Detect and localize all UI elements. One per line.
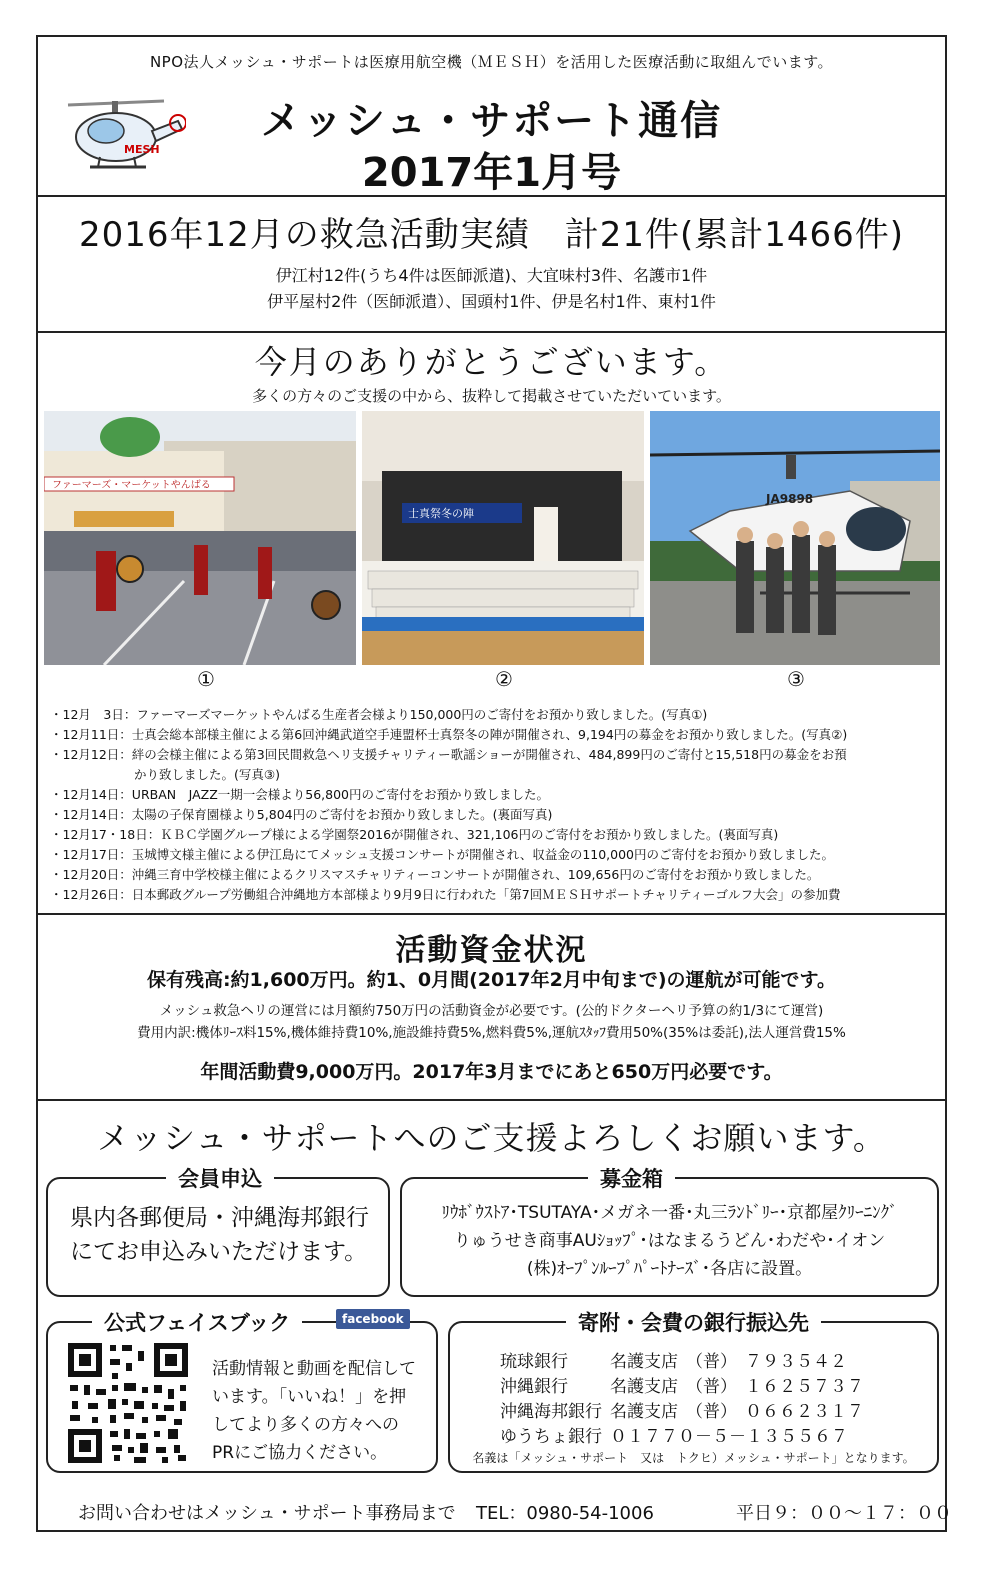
list-item: ・12月26日：日本郵政グループ労働組合沖縄地方本部様より9月9日に行われた「第7回ＭＥＳＨサポートチャリティーゴルフ大会」の参加費 bbox=[50, 887, 841, 902]
list-item: ・12月 3日：ファーマーズマーケットやんばる生産者会様より150,000円のご寄付をお預かり致しました。(写真①) bbox=[50, 707, 708, 722]
funding-note-1: メッシュ救急ヘリの運営には月額約750万円の活動資金が必要です。(公的ドクターヘリ予算の約1/3にて運営) bbox=[159, 1003, 824, 1019]
list-item: かり致しました。(写真③) bbox=[134, 767, 280, 782]
list-item: ・12月14日：太陽の子保育園様より5,804円のご寄付をお預かり致しました。(裏面写真) bbox=[50, 807, 553, 822]
member-text: 県内各郵便局・沖縄海邦銀行 にてお申込みいただけます。 bbox=[70, 1205, 369, 1265]
svg-text:JA9898: JA9898 bbox=[766, 492, 814, 506]
thanks-heading: 今月のありがとうございます。 bbox=[254, 343, 729, 381]
qr-code-icon[interactable] bbox=[68, 1343, 188, 1467]
donation-box-label: 募金箱 bbox=[588, 1163, 675, 1193]
thanks-subtitle: 多くの方々のご支援の中から、抜粋して掲載させていただいています。 bbox=[252, 387, 731, 405]
newsletter-title: メッシュ・サポート通信 bbox=[260, 98, 723, 144]
member-label: 会員申込 bbox=[166, 1163, 274, 1193]
funding-balance: 保有残高:約1,600万円。約1、0月間(2017年2月中旬まで)の運航が可能です。 bbox=[146, 969, 837, 991]
footer-phone: TEL：0980-54-1006 bbox=[476, 1503, 654, 1524]
newsletter-page bbox=[36, 35, 952, 1532]
list-item: ・12月17・18日：ＫＢＣ学園グループ様による学園祭2016が開催され、321,106円のご寄付をお預かり致しました。(裏面写真) bbox=[50, 827, 779, 842]
funding-annual: 年間活動費9,000万円。2017年3月までにあと650万円必要です。 bbox=[200, 1061, 783, 1083]
facebook-logo-icon[interactable]: facebook bbox=[336, 1309, 410, 1329]
bank-table bbox=[500, 1347, 872, 1447]
photo-helicopter bbox=[650, 411, 940, 665]
donation-box-text: ﾘｳﾎﾞｳｽﾄｱ･TSUTAYA･メガネ一番･丸三ﾗﾝﾄﾞﾘｰ･京都屋ｸﾘｰﾆﾝｸﾞ りゅうせき商事AUｼｮｯﾌﾟ･はなまるうどん･わだや･イオン (株)ｵｰﾌﾟﾝﾙｰﾌﾟﾊﾟｰﾄﾅｰｽﾞ･各店に設置。 bbox=[441, 1203, 898, 1279]
table-row: 沖縄銀行 名護支店 （普） １６２５７３７ bbox=[500, 1377, 864, 1397]
list-item: ・12月12日：絆の会様主催による第3回民間救急ヘリ支援チャリティー歌謡ショーが開催され、484,899円のご寄付と15,518円の募金をお預 bbox=[50, 747, 847, 762]
divider bbox=[38, 1099, 945, 1101]
support-heading: メッシュ・サポートへのご支援よろしくお願います。 bbox=[97, 1119, 886, 1157]
donation-list bbox=[50, 705, 930, 905]
results-heading: 2016年12月の救急活動実績 計21件(累計1466件) bbox=[78, 215, 905, 255]
list-item: ・12月11日：士真会総本部様主催による第6回沖縄武道空手連盟杯士真祭冬の陣が開催され、9,194円の募金をお預かり致しました。(写真②) bbox=[50, 727, 848, 742]
facebook-label: 公式フェイスブック bbox=[92, 1307, 302, 1337]
list-item: ・12月17日：玉城博文様主催による伊江島にてメッシュ支援コンサートが開催され、収益金の110,000円のご寄付をお預かり致しました。 bbox=[50, 847, 835, 862]
intro-text: NPO法人メッシュ・サポートは医療用航空機（ＭＥＳＨ）を活用した医療活動に取組んでいます。 bbox=[149, 53, 834, 71]
divider bbox=[38, 195, 945, 197]
divider bbox=[38, 331, 945, 333]
donation-box bbox=[400, 1167, 939, 1297]
photo-karate-event bbox=[362, 411, 644, 665]
results-line-2: 伊平屋村2件（医師派遣）、国頭村1件、伊是名村1件、東村1件 bbox=[267, 292, 716, 311]
photo-farmers-market bbox=[44, 411, 356, 665]
photo-label-3: ③ bbox=[787, 667, 805, 691]
svg-text:士真祭冬の陣: 士真祭冬の陣 bbox=[408, 507, 474, 520]
footer-hours: 平日９：００～１７：００ bbox=[736, 1503, 952, 1524]
table-row: 琉球銀行 名護支店 （普） ７９３５４２ bbox=[500, 1352, 847, 1372]
issue-date: 2017年1月号 bbox=[361, 150, 622, 196]
member-box bbox=[46, 1167, 390, 1297]
table-row: ゆうちょ銀行 ０１７７０－５－１３５５６７ bbox=[500, 1427, 848, 1447]
divider bbox=[38, 913, 945, 915]
svg-text:ファーマーズ・マーケットやんばる: ファーマーズ・マーケットやんばる bbox=[52, 480, 211, 491]
funding-note-2: 費用内訳:機体ﾘｰｽ料15%,機体維持費10%,施設維持費5%,燃料費5%,運航ｽﾀｯﾌ費用50%(35%は委託),法人運営費15% bbox=[137, 1025, 846, 1041]
photo-label-1: ① bbox=[197, 667, 215, 691]
table-row: 沖縄海邦銀行 名護支店 （普） ０６６２３１７ bbox=[500, 1402, 864, 1422]
bank-box bbox=[448, 1311, 939, 1473]
facebook-text: 活動情報と動画を配信して います。「いいね！」を押 してより多くの方々への PRにご協力ください。 bbox=[212, 1359, 416, 1463]
funding-heading: 活動資金状況 bbox=[395, 933, 588, 968]
list-item: ・12月14日：URBAN JAZZ一期一会様より56,800円のご寄付をお預かり致しました。 bbox=[50, 787, 550, 802]
footer-contact: お問い合わせはメッシュ・サポート事務局まで bbox=[78, 1503, 456, 1524]
list-item: ・12月20日：沖縄三育中学校様主催によるクリスマスチャリティーコンサートが開催され、109,656円のご寄付をお預かり致しました。 bbox=[50, 867, 820, 882]
svg-text:MESH: MESH bbox=[124, 143, 160, 156]
photo-label-2: ② bbox=[495, 667, 513, 691]
facebook-box bbox=[46, 1311, 438, 1473]
results-line-1: 伊江村12件(うち4件は医師派遣)、大宜味村3件、名護市1件 bbox=[275, 266, 708, 285]
bank-label: 寄附・会費の銀行振込先 bbox=[566, 1307, 821, 1337]
bank-account-name-note: 名義は「メッシュ・サポート 又は トクヒ）メッシュ・サポート」となります。 bbox=[472, 1451, 915, 1465]
